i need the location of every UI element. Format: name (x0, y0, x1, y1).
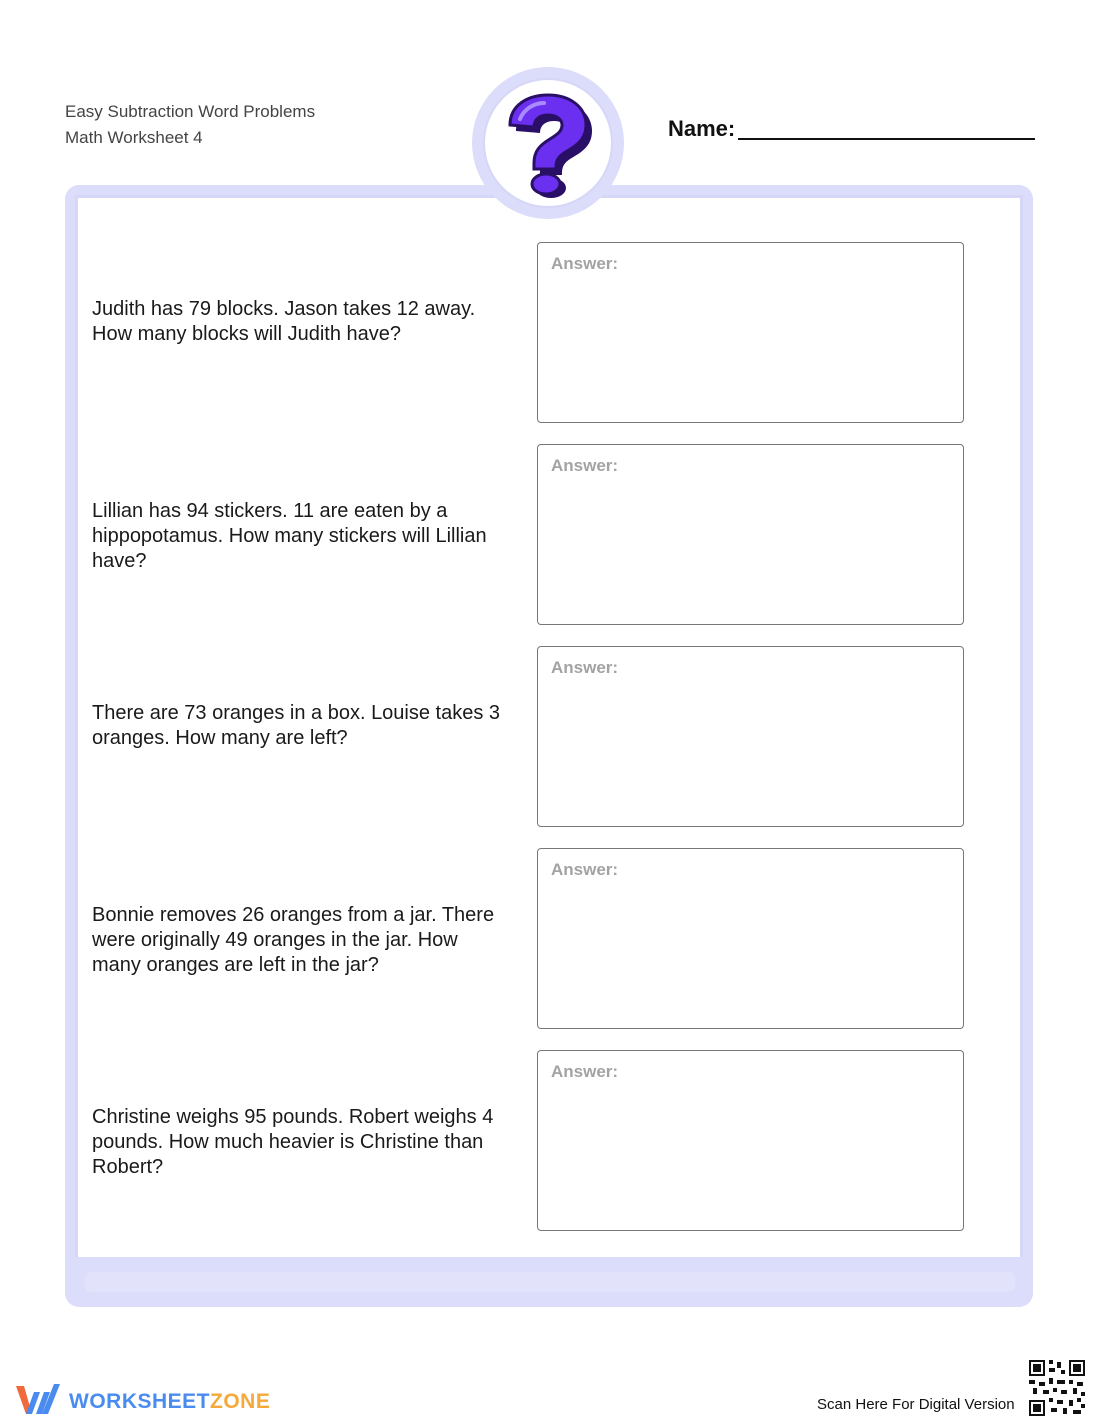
logo-wordmark (69, 1390, 270, 1414)
worksheet-title (65, 99, 315, 151)
logo-word-worksheet: WORKSHEET (69, 1390, 210, 1413)
question-badge (472, 67, 624, 219)
logo-word-zone: ZONE (210, 1390, 271, 1413)
answer-box-1[interactable] (537, 242, 964, 423)
answer-label: Answer: (551, 1062, 619, 1081)
answer-box-2[interactable] (537, 444, 964, 625)
w-logo-icon (14, 1382, 62, 1418)
problem-5-text: Christine weighs 95 pounds. Robert weighs 4 pounds. How much heavier is Christine than Robert? (92, 1106, 494, 1178)
problem-1-text: Judith has 79 blocks. Jason takes 12 away. How many blocks will Judith have? (92, 298, 476, 345)
qr-code-icon[interactable] (1029, 1360, 1085, 1416)
worksheet-title-line1: Easy Subtraction Word Problems (65, 102, 316, 121)
problem-2-text: Lillian has 94 stickers. 11 are eaten by a hippopotamus. How many stickers will Lillian have? (92, 500, 487, 572)
name-field[interactable] (738, 138, 1035, 140)
answer-box-5[interactable] (537, 1050, 964, 1231)
answer-label: Answer: (551, 658, 619, 677)
scan-instruction: Scan Here For Digital Version (817, 1396, 1015, 1413)
worksheet-subtitle: Math Worksheet 4 (65, 128, 203, 147)
answer-label: Answer: (551, 860, 619, 879)
answer-box-4[interactable] (537, 848, 964, 1029)
answer-label: Answer: (551, 456, 619, 475)
answer-label: Answer: (551, 254, 619, 273)
problem-3-text: There are 73 oranges in a box. Louise takes 3 oranges. How many are left? (92, 702, 501, 749)
question-mark-icon (498, 89, 598, 199)
frame-footer-strip (85, 1272, 1015, 1292)
name-label: Name: (668, 116, 736, 141)
answer-box-3[interactable] (537, 646, 964, 827)
problem-4-text: Bonnie removes 26 oranges from a jar. There were originally 49 oranges in the jar. How many oranges are left in the jar? (92, 904, 495, 976)
